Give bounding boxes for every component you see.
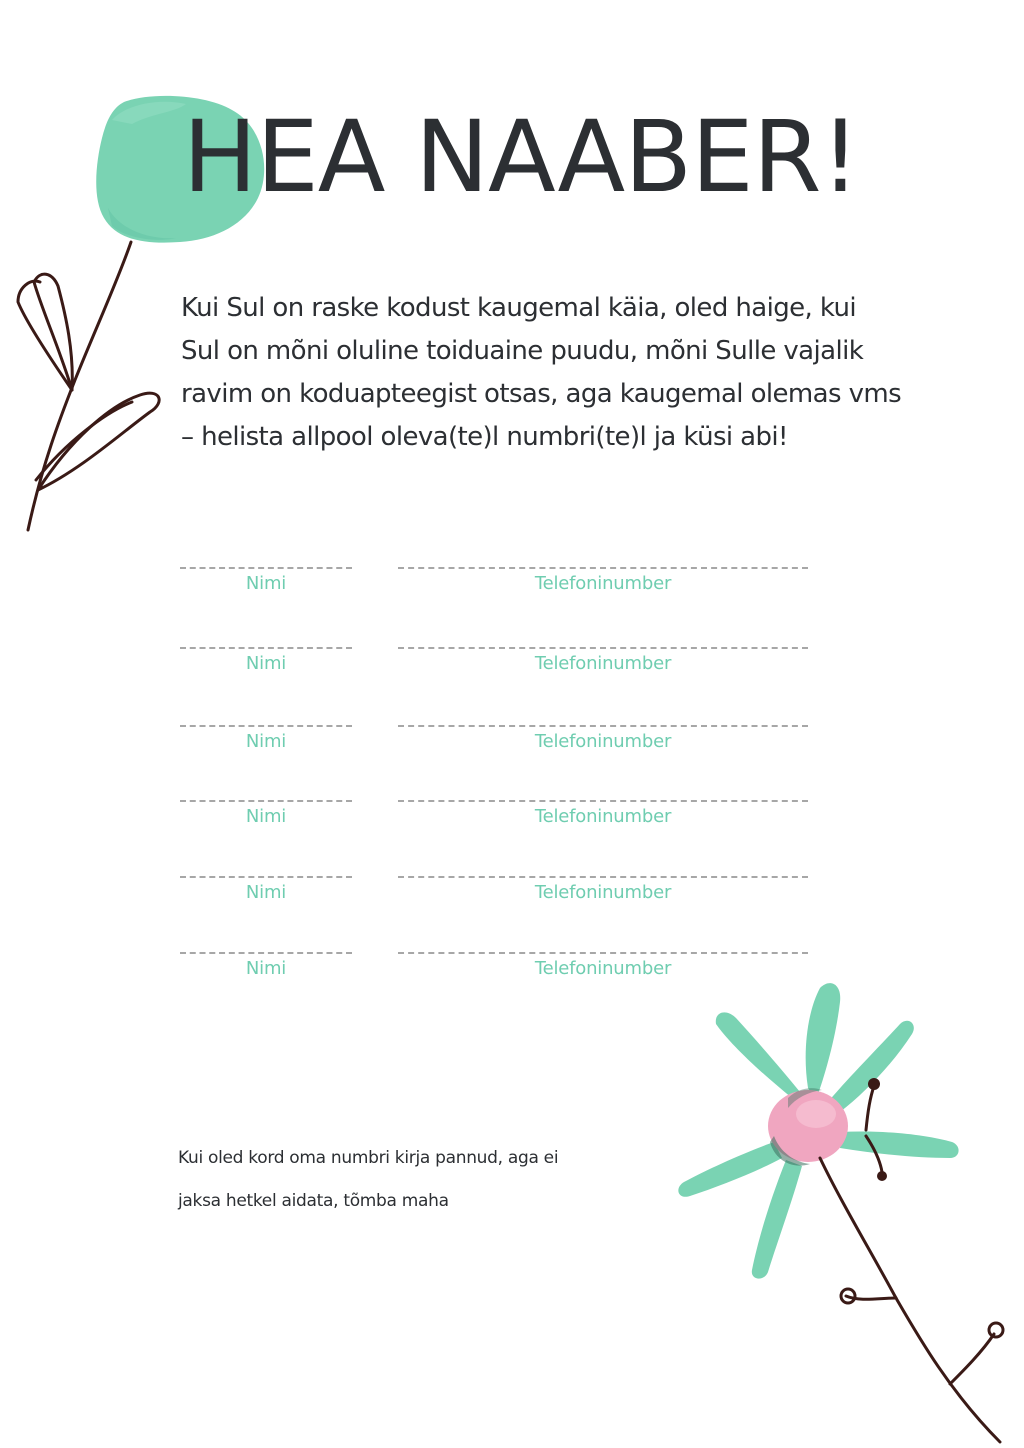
footnote-line: jaksa hetkel aidata, tõmba maha <box>178 1191 449 1211</box>
name-field[interactable] <box>180 647 352 649</box>
intro-line: Sul on mõni oluline toiduaine puudu, mõni Sulle vajalik <box>181 336 864 366</box>
phone-field[interactable] <box>398 647 808 649</box>
phone-field[interactable] <box>398 567 808 569</box>
phone-label: Telefoninumber <box>534 958 672 979</box>
phone-field[interactable] <box>398 800 808 802</box>
footnote <box>178 1137 638 1223</box>
phone-label: Telefoninumber <box>534 806 672 827</box>
name-field[interactable] <box>180 952 352 954</box>
contact-row <box>0 725 1024 765</box>
phone-label: Telefoninumber <box>534 653 672 674</box>
name-label: Nimi <box>245 806 287 827</box>
intro-paragraph <box>181 287 941 459</box>
phone-field[interactable] <box>398 725 808 727</box>
contact-row <box>0 647 1024 687</box>
phone-label: Telefoninumber <box>534 882 672 903</box>
name-field[interactable] <box>180 876 352 878</box>
phone-label: Telefoninumber <box>534 731 672 752</box>
name-field[interactable] <box>180 567 352 569</box>
footnote-line: Kui oled kord oma numbri kirja pannud, aga ei <box>178 1148 559 1168</box>
name-label: Nimi <box>245 882 287 903</box>
intro-line: ravim on koduapteegist otsas, aga kaugemal olemas vms <box>181 379 902 409</box>
contact-row <box>0 876 1024 916</box>
name-field[interactable] <box>180 725 352 727</box>
contact-row <box>0 952 1024 992</box>
flower-bottom-right-icon <box>670 980 1024 1448</box>
name-label: Nimi <box>245 653 287 674</box>
name-label: Nimi <box>245 731 287 752</box>
contact-row <box>0 567 1024 607</box>
phone-field[interactable] <box>398 952 808 954</box>
contact-row <box>0 800 1024 840</box>
name-field[interactable] <box>180 800 352 802</box>
name-label: Nimi <box>245 573 287 594</box>
phone-field[interactable] <box>398 876 808 878</box>
intro-line: Kui Sul on raske kodust kaugemal käia, oled haige, kui <box>181 293 857 323</box>
page-title: HEA NAABER! <box>182 100 860 215</box>
name-label: Nimi <box>245 958 287 979</box>
intro-line: – helista allpool oleva(te)l numbri(te)l ja küsi abi! <box>181 422 788 452</box>
phone-label: Telefoninumber <box>534 573 672 594</box>
